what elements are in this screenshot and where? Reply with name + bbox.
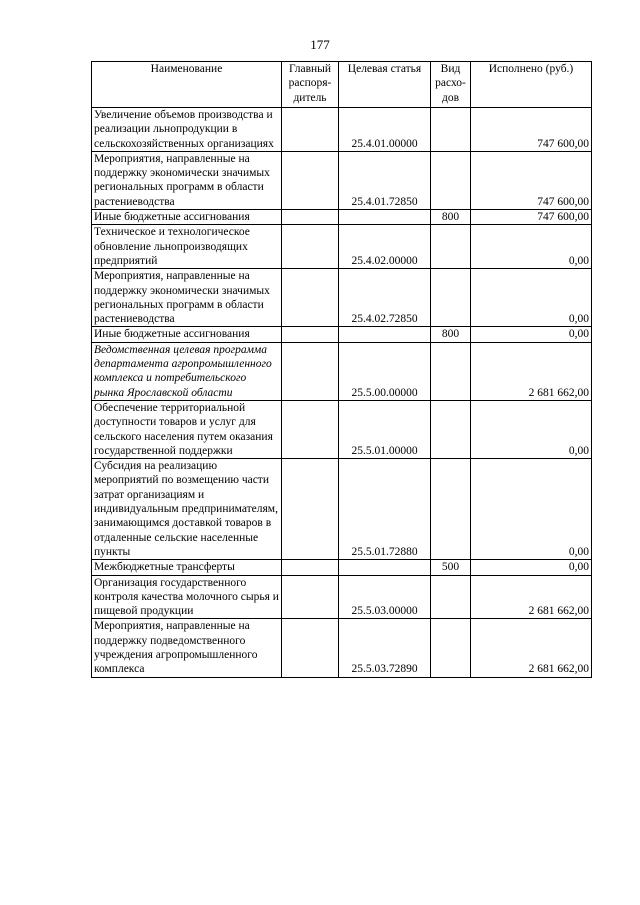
cell-name: Ведомственная целевая программа департамента агропромышленного комплекса и потребительского рынка Ярославской области [92,342,282,400]
table-row [92,575,592,619]
cell-name: Мероприятия, направленные на поддержку экономически значимых региональных программ в области растениеводства [92,269,282,327]
header-amount: Исполнено (руб.) [471,62,592,108]
cell-kind [431,108,471,152]
cell-amount: 2 681 662,00 [471,342,592,400]
cell-target [339,210,431,225]
cell-amount: 2 681 662,00 [471,619,592,677]
cell-owner [282,575,339,619]
table-row [92,269,592,327]
table-row [92,108,592,152]
cell-amount: 747 600,00 [471,210,592,225]
budget-execution-table [91,61,592,678]
cell-owner [282,210,339,225]
cell-amount: 0,00 [471,327,592,342]
cell-target: 25.5.03.72890 [339,619,431,677]
cell-target: 25.5.00.00000 [339,342,431,400]
cell-target: 25.5.01.72880 [339,459,431,560]
table-row [92,619,592,677]
cell-owner [282,108,339,152]
cell-amount: 2 681 662,00 [471,575,592,619]
cell-kind [431,342,471,400]
cell-target [339,560,431,575]
cell-owner [282,225,339,269]
cell-owner [282,400,339,458]
header-name: Наименование [92,62,282,108]
cell-name: Иные бюджетные ассигнования [92,327,282,342]
table-header-row [92,62,592,108]
cell-kind [431,269,471,327]
cell-kind [431,225,471,269]
cell-name: Межбюджетные трансферты [92,560,282,575]
cell-amount: 0,00 [471,459,592,560]
cell-amount: 0,00 [471,400,592,458]
cell-target: 25.4.01.00000 [339,108,431,152]
cell-name: Техническое и технологическое обновление льнопроизводящих предприятий [92,225,282,269]
cell-target: 25.5.03.00000 [339,575,431,619]
page-number: 177 [310,37,330,52]
cell-name: Субсидия на реализацию мероприятий по возмещению части затрат организациям и индивидуальным предпринимателям, занимающимся доставкой товаров в отдаленные сельские населенные пункты [92,459,282,560]
cell-kind: 800 [431,327,471,342]
header-owner: Главный распоря-дитель [282,62,339,108]
table-row [92,560,592,575]
cell-target: 25.5.01.00000 [339,400,431,458]
cell-name: Организация государственного контроля качества молочного сырья и пищевой продукции [92,575,282,619]
cell-amount: 0,00 [471,560,592,575]
cell-amount: 0,00 [471,225,592,269]
cell-kind [431,619,471,677]
table-row [92,459,592,560]
cell-kind: 800 [431,210,471,225]
table-row [92,342,592,400]
cell-name: Увеличение объемов производства и реализации льнопродукции в сельскохозяйственных организациях [92,108,282,152]
cell-kind [431,575,471,619]
cell-amount: 747 600,00 [471,108,592,152]
cell-target: 25.4.02.00000 [339,225,431,269]
table-row [92,210,592,225]
cell-owner [282,151,339,209]
cell-kind [431,459,471,560]
cell-target [339,327,431,342]
cell-name: Иные бюджетные ассигнования [92,210,282,225]
cell-kind [431,400,471,458]
cell-owner [282,327,339,342]
cell-target: 25.4.02.72850 [339,269,431,327]
cell-kind [431,151,471,209]
cell-kind: 500 [431,560,471,575]
header-kind: Вид расхо-дов [431,62,471,108]
table-row [92,151,592,209]
cell-owner [282,619,339,677]
cell-amount: 0,00 [471,269,592,327]
cell-owner [282,342,339,400]
cell-owner [282,459,339,560]
cell-name: Мероприятия, направленные на поддержку подведомственного учреждения агропромышленного комплекса [92,619,282,677]
cell-owner [282,269,339,327]
table-row [92,327,592,342]
cell-amount: 747 600,00 [471,151,592,209]
table-row [92,225,592,269]
cell-name: Обеспечение территориальной доступности товаров и услуг для сельского населения путем оказания государственной поддержки [92,400,282,458]
cell-name: Мероприятия, направленные на поддержку экономически значимых региональных программ в области растениеводства [92,151,282,209]
table-row [92,400,592,458]
header-target: Целевая статья [339,62,431,108]
cell-owner [282,560,339,575]
cell-target: 25.4.01.72850 [339,151,431,209]
table-body [92,108,592,678]
